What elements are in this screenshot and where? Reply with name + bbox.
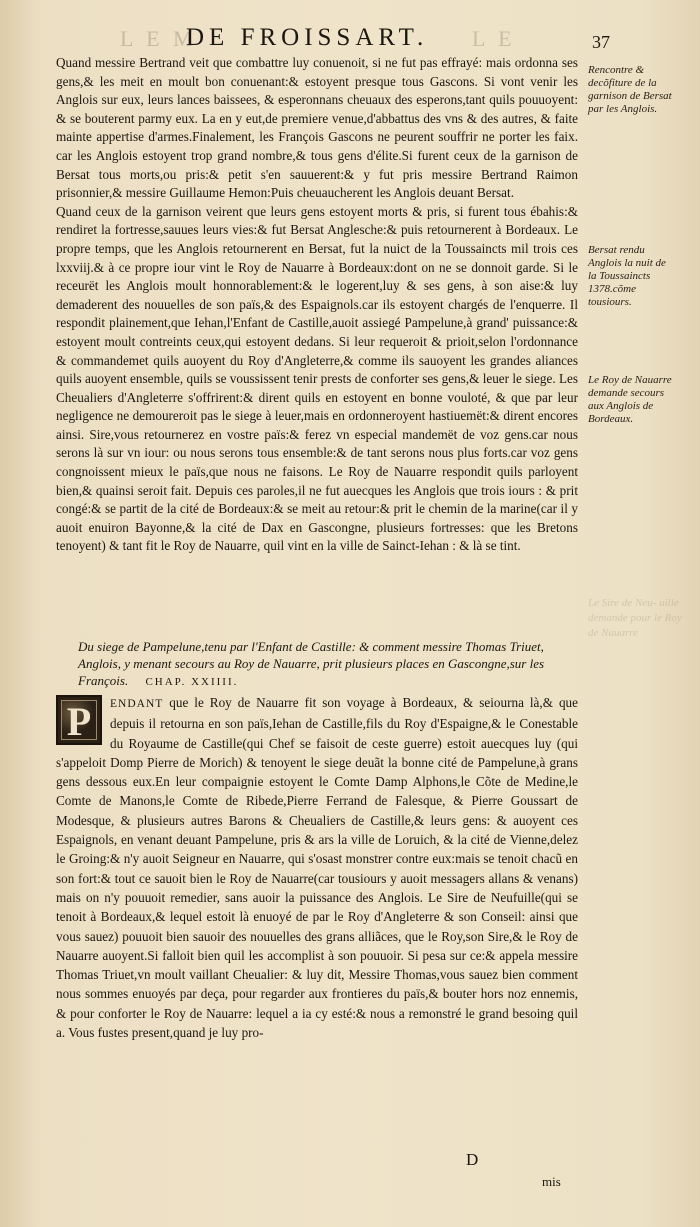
margin-note: Le Roy de Nauarre demande secours aux Anglois de Bordeaux. bbox=[588, 374, 672, 425]
chapter-label: CHAP. XXIIII. bbox=[145, 676, 239, 688]
margin-note: Rencontre & decõfiture de la garnison de Bersat par les Anglois. bbox=[588, 64, 672, 115]
show-through-text: L E M bbox=[120, 26, 197, 51]
main-text bbox=[56, 54, 578, 556]
chapter-first-word: ENDANT bbox=[110, 698, 164, 710]
chapter-paragraph: que le Roy de Nauarre fit son voyage à Bordeaux, & seiourna là,& que depuis il retourna en son païs,Iehan de Castille,fils du Roy d'Espaigne,& le Conestable du Royaume de Castille(qui Chef se faisoit de ceste guerre) estoit auecques luy (qui s'appeloit Domp Pierre de Morich) & tenoyent le siege deuãt la bonne cité de Pampelune,à grans gens dessous eux.En leur compaignie estoyent le Comte Damp Alphons,le Cõte de Medine,le Comte de Manons,le Comte de Ribede,Pierre Ferrand de Falesque, & Pierre Goussart de Modesque, & plusieurs autres Barons & Cheualiers de Castille,& leurs gens: & auoyent ces Espaignols, en venant deuant Pampelune, pris & ars la ville de Loruich, & la cité de Vienne,delez le Groing:& n'y auoit Seigneur en Nauarre, qui s'osast monstrer contre eux:mais se tenoit chacũ en son fort:& tout ce sauoit bien le Roy de Nauarre(car tousiours y auoit messagers allans & venans) mais on n'y pouuoit remedier, sans auoir la puissance des Anglois. Le Sire de Neufuille(qui se tenoit à Bordeaux,& lequel estoit là enuoyé de par le Roy d'Angleterre & son Conseil: ainsi que vous sauez) pouuoit bien sauoir des nouuelles des grans alliãces, que le Roy,son Sire,& le Roy de Nauarre auoyent.Si falloit bien quil les accomplist à son pouuoir. Si pesa sur ce:& appela messire Thomas Triuet,vn moult vaillant Cheualier: & luy dit, Messire Thomas,vous sauez bien comment nous sommes enuoyés par deça, pour regarder aux frontieres du païs,& bouter hors noz ennemis, & pour conforter le Roy de Nauarre: lequel a ia cy esté:& nous a remonstré le grand besoing quil a. Vous fustes present,quand je luy pro- bbox=[56, 695, 578, 1041]
signature-mark: D bbox=[466, 1150, 479, 1169]
show-through-margin: Le Sire de Neu- uille demande pour le Roy de Nauarre bbox=[588, 597, 682, 639]
page-number: 37 bbox=[592, 32, 610, 52]
drop-cap-letter: P bbox=[66, 699, 92, 744]
show-through-text-right: L E bbox=[472, 26, 516, 51]
running-title: DE FROISSART. bbox=[186, 24, 429, 51]
catchword: mis bbox=[542, 1174, 561, 1189]
paragraph: Quand messire Bertrand veit que combattre luy conuenoit, si ne fut pas effrayé: mais ordonna ses gens,& les meit en moult bon conuenant:& estoyent presque tous Gascons. Si vont venir les Anglois sur eux, leurs lances baissees, & esperonnans cheuaux des esperons,tant quils pouuoyent: & se bouterent parmy eux. La en y eut,de premiere venue,d'abbattus des vns & des autres, & faite mainte appertise d'armes.Finalement, les François Gascons ne peurent souffrir ne porter les faix. car les Anglois estoyent trop grand nombre,& tous gens d'élite.Si furent ceux de la garnison de Bersat tous morts,ou pris:& petit s'en sauuerent:& y fut pris messire Bertrand Raimon prisonnier,& messire Guillaume Hemon:Puis cheuaucherent les Anglois deuant Bersat. bbox=[56, 55, 578, 201]
chapter-title: Du siege de Pampelune,tenu par l'Enfant de Castille: & comment messire Thomas Triuet, Anglois, y menant secours au Roy de Nauarre, prit plusieurs places en Gascongne,sur les François. bbox=[78, 639, 545, 688]
margin-note: Bersat rendu Anglois la nuit de la Toussaincts 1378.cõme tousiours. bbox=[588, 244, 666, 308]
drop-cap-ornament bbox=[56, 695, 102, 745]
chapter-heading bbox=[78, 638, 578, 691]
page-header bbox=[120, 22, 640, 52]
paragraph: Quand ceux de la garnison veirent que leurs gens estoyent morts & pris, si furent tous ébahis:& rendiret la fortresse,sauues leurs vies:& fut Bersat Anglesche:& puis retournerent à Bordeaux. Le propre temps, que les Anglois retournerent en Bersat, fut la nuict de la Toussaincts mil trois ces lxxviij.& à ce propre iour vint le Roy de Nauarre à Bordeaux:dont on ne se donnoit garde. Si le receurët les Anglois moult honnorablement:& le logerent,luy & ses gens, à son aise:& luy demaderent des nouuelles de son païs,& des Espaignols.car ils estoyent chargés de l'enquerre. Il respondit plainement,que Iehan,l'Enfant de Castille,auoit assiegé Pampelune,à grand' puissance:& estoyent moult contreints ceux,qui estoyent dedans. Si leur requeroit & prioit,selon l'ordonnance & commandemet quils auoyent du Roy d'Angleterre,& comme ils sauoyent les grandes aliances quils auoyent ensemble, quils se voussissent tenir prests de conforter ses gens,& leuer le siege. Les Cheualiers d'Angleterre s'offrirent:& dirent quils en estoyent en bonne vouloté, & que par leur negligence ne demoureroit pas le siege à leuer,mais en ordonneroyent hastiuemët:& dirent encores ainsi. Sire,vous retournerez en vostre païs:& ferez vn especial mandemët de voz gens.car nous serons là sur vn iour: ou nous serons tous ensemble:& de tant serons nous plus forts.car voz gens congnoissent mieux le païs,que nous ne faisons. Le Roy de Nauarre respondit quils parloyent bien,& quainsi seroit fait. Depuis ces paroles,il ne fut auecques les Anglois que trois iours : & prit congé:& se partit de la cité de Bordeaux:& se meit au retour:& prit le chemin de la marine(car il y auoit enuiron Bayonne,& la cité de Dax en Gascongne, plusieurs fortresses: que les Bretons tenoyent) & tant fit le Roy de Nauarre, quil vint en la ville de Sainct-Iehan : & là se tint. bbox=[56, 203, 578, 554]
chapter-text bbox=[56, 693, 578, 1042]
